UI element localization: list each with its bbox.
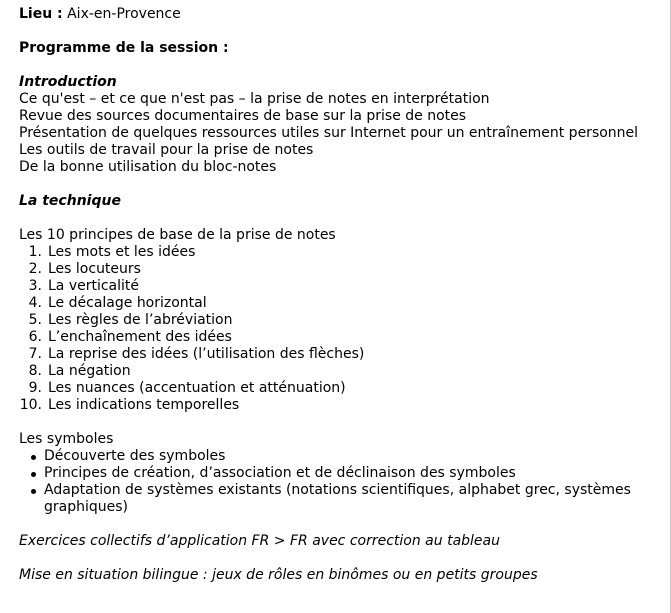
bullet-dot-icon [31,489,36,494]
spacer [19,550,659,567]
list-item [19,363,659,380]
list-item [19,278,659,295]
list-item-number: 10. [19,397,42,413]
list-item-text: Adaptation de systèmes existants (notations scientifiques, alphabet grec, systèmes graphiques) [44,482,631,515]
list-item-text: La négation [48,363,131,379]
introduction-line: Revue des sources documentaires de base sur la prise de notes [19,108,467,124]
list-item [19,465,659,482]
list-item-text: Les nuances (accentuation et atténuation) [48,380,346,396]
spacer [19,23,659,40]
introduction-heading: Introduction [19,74,117,90]
spacer [19,57,659,74]
lieu-line [19,6,659,23]
list-item-text: Le décalage horizontal [48,295,207,311]
programme-heading: Programme de la session : [19,40,229,56]
lieu-label: Lieu : [19,6,63,22]
mise-en-situation-line: Mise en situation bilingue : jeux de rôles en binômes ou en petits groupes [19,567,538,583]
list-item [19,295,659,312]
list-item-number: 7. [28,346,42,362]
list-item-number: 1. [28,244,42,260]
list-item-text: Les indications temporelles [48,397,240,413]
list-item [19,312,659,329]
list-item-text: L’enchaînement des idées [48,329,232,345]
introduction-section [19,91,659,176]
bullet-dot-icon [31,455,36,460]
list-item-number: 2. [28,261,42,277]
list-item [19,329,659,346]
list-item-number: 3. [28,278,42,294]
bullet-dot-icon [31,472,36,477]
spacer [19,176,659,193]
list-item-number: 4. [28,295,42,311]
list-item-number: 9. [28,380,42,396]
spacer [19,210,659,227]
list-item-text: La reprise des idées (l’utilisation des flèches) [48,346,365,362]
list-item [19,482,659,516]
list-item-text: La verticalité [48,278,140,294]
list-item-number: 5. [28,312,42,328]
principles-list [19,244,659,414]
list-item-number: 8. [28,363,42,379]
list-item-number: 6. [28,329,42,345]
list-item-text: Les mots et les idées [48,244,196,260]
introduction-line: Présentation de quelques ressources utiles sur Internet pour un entraînement personnel [19,125,639,141]
list-item-text: Principes de création, d’association et de déclinaison des symboles [44,465,516,481]
symbols-intro: Les symboles [19,431,114,447]
list-item-text: Découverte des symboles [44,448,226,464]
list-item-text: Les locuteurs [48,261,141,277]
list-item [19,380,659,397]
spacer [19,516,659,533]
session-program-document [19,6,659,584]
introduction-line: Les outils de travail pour la prise de notes [19,142,314,158]
exercices-line: Exercices collectifs d’application FR > FR avec correction au tableau [19,533,500,549]
list-item [19,261,659,278]
introduction-line: Ce qu'est – et ce que n'est pas – la prise de notes en interprétation [19,91,490,107]
list-item [19,397,659,414]
spacer [19,414,659,431]
list-item [19,244,659,261]
introduction-line: De la bonne utilisation du bloc-notes [19,159,277,175]
lieu-value: Aix-en-Provence [67,6,181,22]
principles-intro: Les 10 principes de base de la prise de notes [19,227,336,243]
list-item [19,346,659,363]
list-item-text: Les règles de l’abréviation [48,312,233,328]
technique-heading: La technique [19,193,121,209]
symbols-list [19,448,659,516]
list-item [19,448,659,465]
